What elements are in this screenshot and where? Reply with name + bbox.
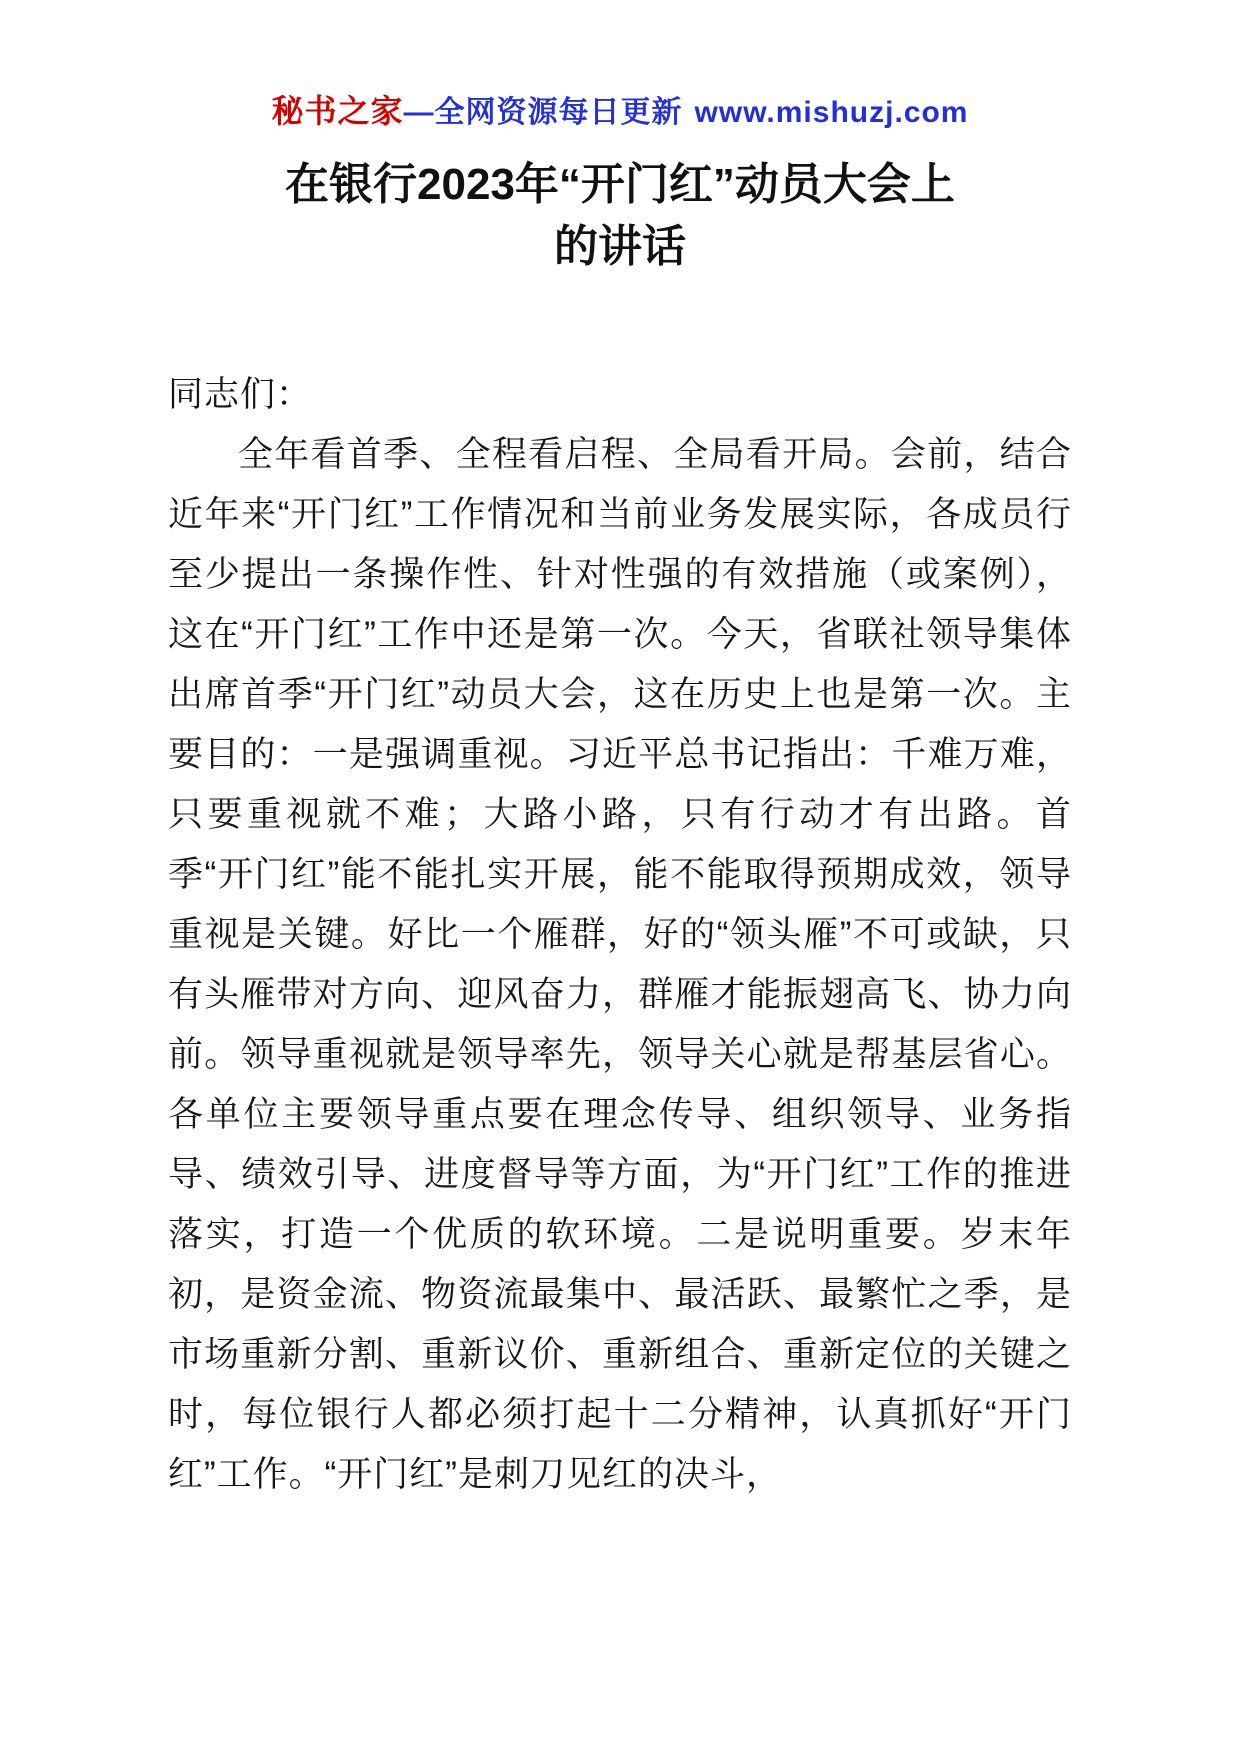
document-body xyxy=(168,365,1072,1505)
document-title-line-2: 的讲话 xyxy=(554,222,686,272)
site-header xyxy=(168,86,1072,132)
site-brand: 秘书之家 xyxy=(271,93,404,129)
document-title xyxy=(230,154,1010,279)
site-url: www.mishuzj.com xyxy=(694,96,969,129)
site-tagline: —全网资源每日更新 xyxy=(403,96,683,129)
document-title-line-1: 在银行2023年“开门红”动员大会上 xyxy=(285,160,955,209)
salutation: 同志们： xyxy=(168,374,313,414)
body-paragraph: 全年看首季、全程看启程、全局看开局。会前，结合近年来“开门红”工作情况和当前业务发展实际，各成员行至少提出一条操作性、针对性强的有效措施（或案例），这在“开门红”工作中还是第一次。今天，省联社领导集体出席首季“开门红”动员大会，这在历史上也是第一次。主要目的：一是强调重视。习近平总书记指出：千难万难，只要重视就不难；大路小路，只有行动才有出路。首季“开门红”能不能扎实开展，能不能取得预期成效，领导重视是关键。好比一个雁群，好的“领头雁”不可或缺，只有头雁带对方向、迎风奋力，群雁才能振翅高飞、协力向前。领导重视就是领导率先，领导关心就是帮基层省心。各单位主要领导重点要在理念传导、组织领导、业务指导、绩效引导、进度督导等方面，为“开门红”工作的推进落实，打造一个优质的软环境。二是说明重要。岁末年初，是资金流、物资流最集中、最活跃、最繁忙之季，是市场重新分割、重新议价、重新组合、重新定位的关键之时，每位银行人都必须打起十二分精神，认真抓好“开门红”工作。“开门红”是刺刀见红的决斗， xyxy=(168,434,1072,1494)
